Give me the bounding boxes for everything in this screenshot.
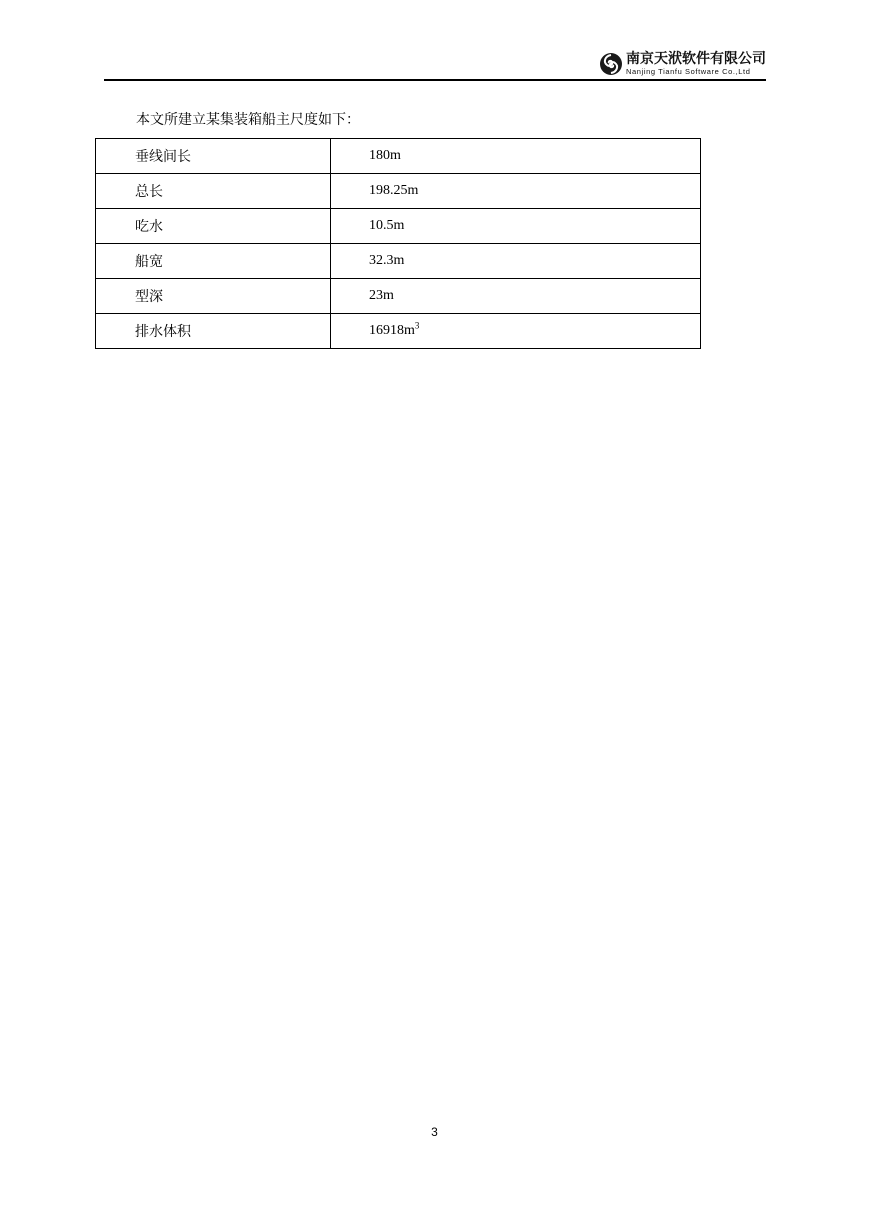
header-divider [104,79,766,81]
table-row [96,174,701,209]
row-value [331,244,701,279]
value-text: 10.5m [369,218,405,233]
row-label: 船宽 [96,244,331,279]
row-value [331,174,701,209]
row-label: 型深 [96,279,331,314]
company-name-en: Nanjing Tianfu Software Co.,Ltd [626,67,751,77]
table-row [96,314,701,349]
row-label: 总长 [96,174,331,209]
table-row [96,244,701,279]
row-value [331,209,701,244]
table-row [96,139,701,174]
ship-dimensions-table [95,138,701,349]
unit-superscript: 3 [414,320,420,331]
page-number: 3 [431,1125,438,1139]
swirl-logo-icon [599,52,623,76]
table-row [96,279,701,314]
row-value [331,314,701,349]
value-text: 23m [369,288,394,303]
table-row [96,209,701,244]
row-value [331,279,701,314]
value-text: 16918m [369,323,415,338]
row-value [331,139,701,174]
intro-paragraph: 本文所建立某集装箱船主尺度如下： [136,112,360,128]
row-label: 垂线间长 [96,139,331,174]
value-text: 32.3m [369,253,405,268]
row-label: 排水体积 [96,314,331,349]
company-logo [599,50,766,78]
value-text: 198.25m [369,183,419,198]
company-name-cn: 南京天洑软件有限公司 [626,51,766,68]
value-text: 180m [369,148,401,163]
row-label: 吃水 [96,209,331,244]
page-header [104,48,766,81]
